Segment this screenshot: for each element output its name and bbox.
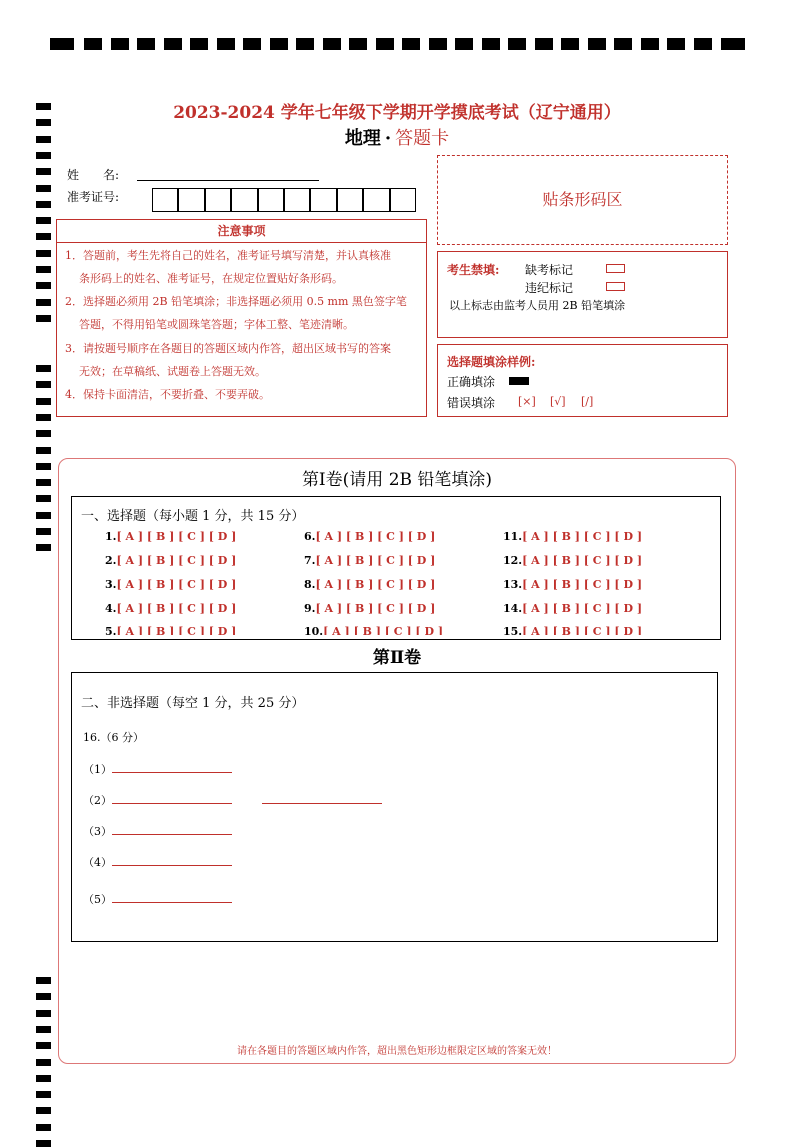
answer-options[interactable]: [ A ] [ B ] [ C ] [ D ] [522, 554, 643, 567]
question-number: 12. [503, 554, 523, 567]
sub-3-blank[interactable] [112, 834, 232, 835]
id-digit-box[interactable] [258, 188, 284, 212]
timing-mark [164, 38, 182, 50]
side-timing-mark [36, 365, 51, 372]
answer-options[interactable]: [ A ] [ B ] [ C ] [ D ] [116, 602, 237, 615]
wrong-label: 错误填涂 [447, 396, 496, 410]
side-timing-mark [36, 1075, 51, 1082]
timing-mark [721, 38, 745, 50]
sub-5-label: （5） [83, 893, 112, 906]
card-name: 答题卡 [395, 128, 450, 149]
question-number: 14. [503, 602, 523, 615]
correct-label: 正确填涂 [447, 375, 496, 389]
choice-question-8[interactable] [304, 578, 435, 591]
sub-1-label: （1） [83, 763, 112, 776]
side-timing-mark [36, 1107, 51, 1114]
side-timing-mark [36, 398, 51, 405]
answer-options[interactable]: [ A ] [ B ] [ C ] [ D ] [116, 625, 237, 635]
side-timing-mark [36, 430, 51, 437]
top-timing-marks [50, 38, 745, 50]
wrong-mark-2: [√] [550, 395, 566, 408]
side-timing-mark [36, 168, 51, 175]
question-number: 4. [105, 602, 117, 615]
correct-fill-mark [509, 377, 529, 385]
timing-mark [402, 38, 420, 50]
subject-name: 地理 [344, 128, 381, 149]
timing-mark [296, 38, 314, 50]
timing-mark [349, 38, 367, 50]
choice-section [71, 496, 721, 640]
timing-mark [137, 38, 155, 50]
timing-mark [270, 38, 288, 50]
timing-mark [217, 38, 235, 50]
sub-4-blank[interactable] [112, 865, 232, 866]
footer-note: 请在各题目的答题区域内作答，超出黑色矩形边框限定区域的答案无效！ [237, 1046, 557, 1057]
choice-question-9[interactable] [304, 602, 435, 615]
timing-mark [694, 38, 712, 50]
timing-mark [614, 38, 632, 50]
barcode-label: 贴条形码区 [542, 190, 623, 209]
side-timing-mark [36, 1059, 51, 1066]
side-timing-mark [36, 201, 51, 208]
forbidden-note: 以上标志由监考人员用 2B 铅笔填涂 [449, 299, 626, 312]
timing-mark [243, 38, 261, 50]
side-timing-mark [36, 1010, 51, 1017]
exam-title: 2023-2024 学年七年级下学期开学摸底考试（辽宁通用） [173, 103, 621, 123]
notice-item-3: 3．请按题号顺序在各题目的答题区域内作答，超出区域书写的答案 [65, 342, 391, 355]
side-timing-mark [36, 1140, 51, 1147]
violation-mark-box[interactable] [606, 282, 625, 291]
question-number: 13. [503, 578, 523, 591]
timing-mark [84, 38, 102, 50]
notice-item-4: 4．保持卡面清洁，不要折叠、不要弄破。 [65, 388, 270, 401]
sample-box [437, 344, 728, 417]
side-timing-mark [36, 282, 51, 289]
choice-question-7[interactable] [304, 554, 435, 567]
answer-options[interactable]: [ A ] [ B ] [ C ] [ D ] [315, 578, 436, 591]
question-number: 11. [503, 530, 523, 543]
answer-options[interactable]: [ A ] [ B ] [ C ] [ D ] [522, 625, 643, 635]
forbidden-title: 考生禁填: [447, 263, 500, 277]
id-digit-box[interactable] [231, 188, 257, 212]
answer-options[interactable]: [ A ] [ B ] [ C ] [ D ] [522, 530, 643, 543]
question-number: 3. [105, 578, 117, 591]
id-digit-box[interactable] [363, 188, 389, 212]
forbidden-box [437, 251, 728, 338]
answer-options[interactable]: [ A ] [ B ] [ C ] [ D ] [315, 554, 436, 567]
timing-mark [429, 38, 447, 50]
id-digit-box[interactable] [178, 188, 204, 212]
timing-mark [561, 38, 579, 50]
question-number: 6. [304, 530, 316, 543]
choice-question-10[interactable] [304, 625, 443, 635]
side-timing-mark [36, 512, 51, 519]
subject-title [0, 124, 794, 150]
absent-mark-box[interactable] [606, 264, 625, 273]
notice-item-2: 2．选择题必须用 2B 铅笔填涂；非选择题必须用 0.5 mm 黑色签字笔 [65, 295, 407, 308]
sub-2-label: （2） [83, 794, 112, 807]
name-label: 姓 名: [67, 168, 120, 182]
question-number: 1. [105, 530, 117, 543]
side-timing-mark [36, 528, 51, 535]
answer-options[interactable]: [ A ] [ B ] [ C ] [ D ] [116, 554, 237, 567]
timing-mark [667, 38, 685, 50]
side-timing-mark [36, 977, 51, 984]
choice-question-6[interactable] [304, 530, 435, 543]
question-number: 15. [503, 625, 523, 635]
side-timing-mark [36, 495, 51, 502]
choice-question-3[interactable] [105, 578, 236, 591]
timing-mark [482, 38, 500, 50]
title-dot: · [384, 128, 392, 149]
id-digit-box[interactable] [390, 188, 416, 212]
sub-2-blank-a[interactable] [112, 803, 232, 804]
choice-question-14[interactable] [503, 602, 642, 615]
id-label: 准考证号: [67, 190, 120, 204]
timing-mark [190, 38, 208, 50]
timing-mark [588, 38, 606, 50]
notice-item-1-cont: 条形码上的姓名、准考证号，在规定位置贴好条形码。 [79, 272, 343, 285]
question-number: 9. [304, 602, 316, 615]
notice-title: 注意事项 [57, 220, 426, 243]
side-timing-mark [36, 152, 51, 159]
choice-question-1[interactable] [105, 530, 236, 543]
choice-question-11[interactable] [503, 530, 642, 543]
non-choice-section [71, 672, 718, 942]
sub-3-label: （3） [83, 825, 112, 838]
notice-box [56, 219, 427, 417]
sub-2-blank-b[interactable] [262, 803, 382, 804]
side-timing-mark [36, 1026, 51, 1033]
timing-mark [641, 38, 659, 50]
id-digit-box[interactable] [205, 188, 231, 212]
wrong-mark-1: [×] [518, 395, 536, 408]
side-timing-mark [36, 993, 51, 1000]
id-digit-box[interactable] [152, 188, 178, 212]
side-timing-mark [36, 447, 51, 454]
notice-item-1: 1．答题前，考生先将自己的姓名，准考证号填写清楚，并认真核准 [65, 249, 391, 262]
id-digit-box[interactable] [284, 188, 310, 212]
side-timing-mark [36, 266, 51, 273]
absent-label: 缺考标记 [525, 263, 574, 277]
sample-title: 选择题填涂样例: [447, 355, 536, 369]
question-number: 5. [105, 625, 117, 635]
question-number: 2. [105, 554, 117, 567]
question-16-label: 16.（6 分） [83, 731, 144, 744]
answer-options[interactable]: [ A ] [ B ] [ C ] [ D ] [116, 530, 237, 543]
name-field[interactable] [137, 180, 319, 181]
non-choice-title: 二、非选择题（每空 1 分，共 25 分） [81, 696, 305, 711]
sub-4-label: （4） [83, 856, 112, 869]
timing-mark [455, 38, 473, 50]
answer-options[interactable]: [ A ] [ B ] [ C ] [ D ] [116, 578, 237, 591]
choice-section-title: 一、选择题（每小题 1 分，共 15 分） [81, 509, 305, 524]
answer-options[interactable]: [ A ] [ B ] [ C ] [ D ] [323, 625, 444, 635]
question-number: 8. [304, 578, 316, 591]
question-number: 10. [304, 625, 324, 635]
sub-5-blank[interactable] [112, 902, 232, 903]
wrong-mark-3: [/] [581, 395, 594, 408]
side-timing-mark [36, 381, 51, 388]
sub-1-blank[interactable] [112, 772, 232, 773]
side-timing-mark [36, 299, 51, 306]
notice-item-2-cont: 答题，不得用铅笔或圆珠笔答题；字体工整、笔迹清晰。 [79, 318, 354, 331]
id-digit-box[interactable] [337, 188, 363, 212]
timing-mark [111, 38, 129, 50]
choice-question-5[interactable] [105, 625, 236, 635]
violation-label: 违纪标记 [525, 281, 574, 295]
side-timing-mark [36, 414, 51, 421]
answer-options[interactable]: [ A ] [ B ] [ C ] [ D ] [315, 602, 436, 615]
side-timing-mark [36, 315, 51, 322]
answer-options[interactable]: [ A ] [ B ] [ C ] [ D ] [315, 530, 436, 543]
choice-question-13[interactable] [503, 578, 642, 591]
id-digit-box[interactable] [310, 188, 336, 212]
timing-mark [50, 38, 74, 50]
side-timing-mark [36, 1124, 51, 1131]
timing-mark [535, 38, 553, 50]
choice-question-2[interactable] [105, 554, 236, 567]
choice-question-4[interactable] [105, 602, 236, 615]
side-timing-mark [36, 1091, 51, 1098]
side-timing-mark [36, 250, 51, 257]
side-timing-mark [36, 233, 51, 240]
side-timing-mark [36, 544, 51, 551]
choice-question-12[interactable] [503, 554, 642, 567]
part1-title: 第Ⅰ卷(请用 2B 铅笔填涂) [301, 470, 493, 490]
part2-title: 第Ⅱ卷 [372, 648, 422, 668]
side-timing-mark [36, 185, 51, 192]
timing-mark [323, 38, 341, 50]
answer-options[interactable]: [ A ] [ B ] [ C ] [ D ] [522, 602, 643, 615]
timing-mark [508, 38, 526, 50]
choice-question-15[interactable] [503, 625, 642, 635]
answer-options[interactable]: [ A ] [ B ] [ C ] [ D ] [522, 578, 643, 591]
timing-mark [376, 38, 394, 50]
question-number: 7. [304, 554, 316, 567]
notice-item-3-cont: 无效；在草稿纸、试题卷上答题无效。 [79, 365, 266, 378]
barcode-area [437, 155, 728, 245]
side-timing-mark [36, 217, 51, 224]
